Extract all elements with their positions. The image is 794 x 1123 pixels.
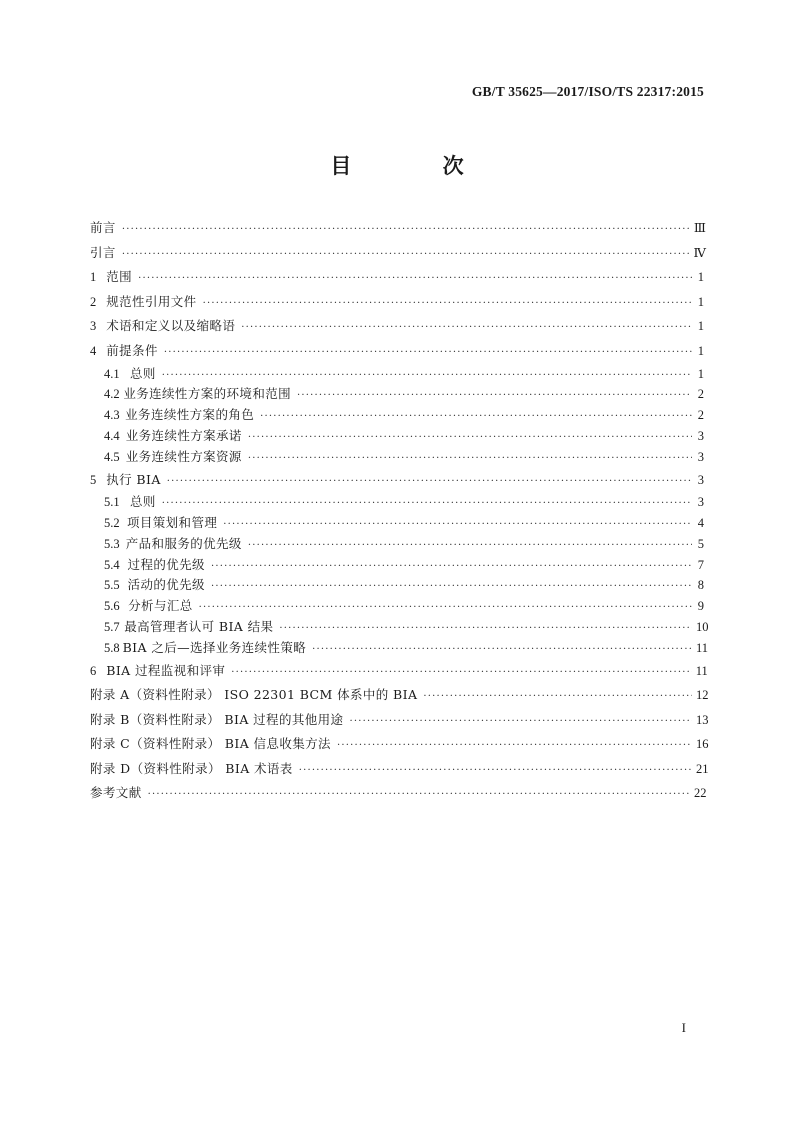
toc-entry-label: 附录 C（资料性附录） BIA 信息收集方法	[90, 736, 331, 752]
dot-leader	[164, 341, 692, 366]
dot-leader	[231, 661, 691, 686]
toc-entry-4-1[interactable]	[90, 364, 704, 385]
toc-entry-page: 11	[696, 640, 709, 655]
page-title: 目 次	[330, 154, 506, 178]
toc-entry-label: BIA 过程监视和评审	[106, 662, 226, 678]
toc-entry-number: 5.2	[104, 515, 120, 530]
toc-entry-label: 附录 D（资料性附录） BIA 术语表	[90, 760, 293, 776]
toc-entry-page: 22	[693, 786, 707, 801]
dot-leader	[203, 292, 692, 317]
toc-entry-number: 4.5	[104, 449, 120, 464]
toc-entry-number: 6	[90, 663, 97, 678]
page-number: I	[681, 1020, 686, 1035]
toc-entry-5-5[interactable]	[90, 575, 704, 596]
toc-entry-page: Ⅳ	[693, 245, 706, 260]
toc-entry-label: 前提条件	[106, 342, 158, 358]
toc-entry-1[interactable]	[90, 265, 704, 290]
toc-entry-label: 活动的优先级	[127, 577, 205, 593]
toc-entry-number: 5	[90, 472, 97, 487]
toc-entry-number: 4.1	[104, 366, 120, 381]
toc-entry-label: 范围	[106, 269, 133, 285]
dot-leader	[223, 515, 692, 536]
toc-entry-label: 执行 BIA	[106, 471, 161, 487]
toc-entry-page: 7	[697, 557, 704, 572]
toc-entry-page: 5	[697, 536, 704, 551]
toc-entry-5-6[interactable]	[90, 596, 704, 617]
dot-leader	[260, 407, 692, 428]
toc-entry-number: 2	[90, 294, 97, 309]
toc-entry-page: 1	[697, 343, 704, 358]
toc-entry-page: 3	[697, 449, 704, 464]
toc-entry-annex-c[interactable]	[90, 732, 709, 757]
toc-entry-page: 12	[696, 688, 709, 703]
toc-entry-4-5[interactable]	[90, 447, 704, 468]
toc-entry-number: 5.7	[104, 619, 120, 634]
toc-entry-number: 4.4	[104, 428, 120, 443]
dot-leader	[138, 267, 692, 292]
toc-entry-label: 分析与汇总	[128, 598, 193, 614]
toc-entry-label: 项目策划和管理	[126, 514, 218, 530]
toc-entry-page: 4	[697, 515, 704, 530]
toc-entry-page: 1	[697, 366, 704, 381]
toc-entry-introduction[interactable]	[90, 241, 704, 266]
toc-entry-page: 1	[697, 270, 704, 285]
toc-entry-label: 总则	[129, 365, 156, 381]
toc-entry-5-4[interactable]	[90, 555, 704, 576]
toc-entry-page: 3	[697, 495, 704, 510]
toc-entry-5-2[interactable]	[90, 513, 704, 534]
toc-entry-label: 业务连续性方案承诺	[125, 427, 242, 443]
toc-entry-label: 参考文献	[90, 785, 142, 801]
toc-entry-label: 引言	[90, 244, 116, 260]
toc-entry-4-3[interactable]	[90, 405, 704, 426]
toc-entry-4[interactable]	[90, 339, 704, 364]
toc-entry-page: 8	[697, 578, 704, 593]
toc-entry-label: 规范性引用文件	[106, 293, 197, 309]
toc-entry-number: 3	[90, 319, 97, 334]
toc-entry-label: 业务连续性方案资源	[125, 448, 242, 464]
dot-leader	[148, 783, 690, 808]
toc-entry-page: 1	[697, 294, 704, 309]
dot-leader	[199, 598, 692, 619]
dot-leader	[162, 494, 692, 515]
toc-entry-page: Ⅲ	[693, 221, 706, 235]
dot-leader	[423, 685, 692, 710]
dot-leader	[122, 243, 690, 268]
dot-leader	[248, 536, 692, 557]
toc-entry-page: 3	[697, 472, 704, 487]
toc-entry-page: 2	[697, 408, 704, 423]
toc-entry-label: 附录 A（资料性附录） ISO 22301 BCM 体系中的 BIA	[90, 687, 418, 703]
toc-entry-page: 1	[697, 319, 704, 334]
toc-entry-annex-b[interactable]	[90, 708, 709, 733]
toc-entry-number: 5.5	[104, 578, 120, 593]
toc-entry-5[interactable]	[90, 468, 704, 493]
toc-entry-number: 5.3	[104, 536, 120, 551]
toc-entry-number: 4	[90, 343, 97, 358]
toc-entry-label: 最高管理者认可 BIA 结果	[124, 618, 274, 634]
dot-leader	[162, 366, 692, 387]
toc-entry-page: 2	[697, 387, 704, 402]
dot-leader	[167, 470, 692, 495]
dot-leader	[337, 734, 692, 759]
toc-entry-number: 5.4	[104, 557, 120, 572]
toc-entry-label: 过程的优先级	[127, 556, 205, 572]
toc-entry-label: 业务连续性方案的环境和范围	[123, 386, 292, 402]
toc-entry-page: 13	[696, 712, 709, 727]
toc-entry-label: 业务连续性方案的角色	[125, 407, 255, 423]
toc-entry-bibliography[interactable]	[90, 781, 707, 806]
toc-entry-5-3[interactable]	[90, 534, 704, 555]
dot-leader	[122, 218, 690, 243]
toc-entry-number: 5.1	[104, 495, 120, 510]
toc-entry-number: 5.8	[104, 640, 120, 655]
dot-leader	[248, 449, 692, 470]
toc-entry-2[interactable]	[90, 290, 704, 315]
toc-entry-number: 4.2	[104, 387, 120, 402]
toc-entry-5-7[interactable]	[90, 617, 709, 638]
dot-leader	[312, 640, 692, 661]
toc-entry-foreword[interactable]	[90, 216, 704, 241]
toc-entry-number: 4.3	[104, 408, 120, 423]
dot-leader	[241, 316, 692, 341]
toc-entry-5-8[interactable]	[90, 638, 709, 659]
dot-leader	[279, 619, 692, 640]
toc-entry-page: 3	[697, 428, 704, 443]
toc-entry-number: 1	[90, 270, 97, 285]
toc-entry-4-4[interactable]	[90, 426, 704, 447]
toc-entry-6[interactable]	[90, 659, 708, 684]
toc-entry-label: 术语和定义以及缩略语	[106, 318, 236, 334]
toc-entry-label: 前言	[90, 220, 116, 235]
toc-entry-4-2[interactable]	[90, 384, 704, 405]
dot-leader	[299, 759, 692, 784]
dot-leader	[297, 386, 692, 407]
toc-entry-label: BIA 之后—选择业务连续性策略	[122, 639, 307, 655]
toc-entry-label: 附录 B（资料性附录） BIA 过程的其他用途	[90, 711, 344, 727]
toc-entry-label: 产品和服务的优先级	[125, 535, 242, 551]
dot-leader	[248, 428, 692, 449]
toc-entry-annex-d[interactable]	[90, 757, 709, 782]
dot-leader	[211, 577, 692, 598]
toc-entry-3[interactable]	[90, 314, 704, 339]
toc-entry-label: 总则	[129, 494, 156, 510]
dot-leader	[349, 710, 692, 735]
toc-entry-5-1[interactable]	[90, 492, 704, 513]
toc-entry-page: 9	[697, 599, 704, 614]
table-of-contents	[90, 216, 709, 806]
toc-entry-annex-a[interactable]	[90, 683, 709, 708]
toc-entry-page: 11	[695, 663, 708, 678]
toc-entry-page: 21	[696, 761, 709, 776]
toc-entry-number: 5.6	[104, 599, 120, 614]
standard-number: GB/T 35625—2017/ISO/TS 22317:2015	[471, 84, 704, 99]
toc-entry-page: 10	[696, 619, 709, 634]
dot-leader	[211, 557, 692, 578]
toc-entry-page: 16	[696, 737, 709, 752]
